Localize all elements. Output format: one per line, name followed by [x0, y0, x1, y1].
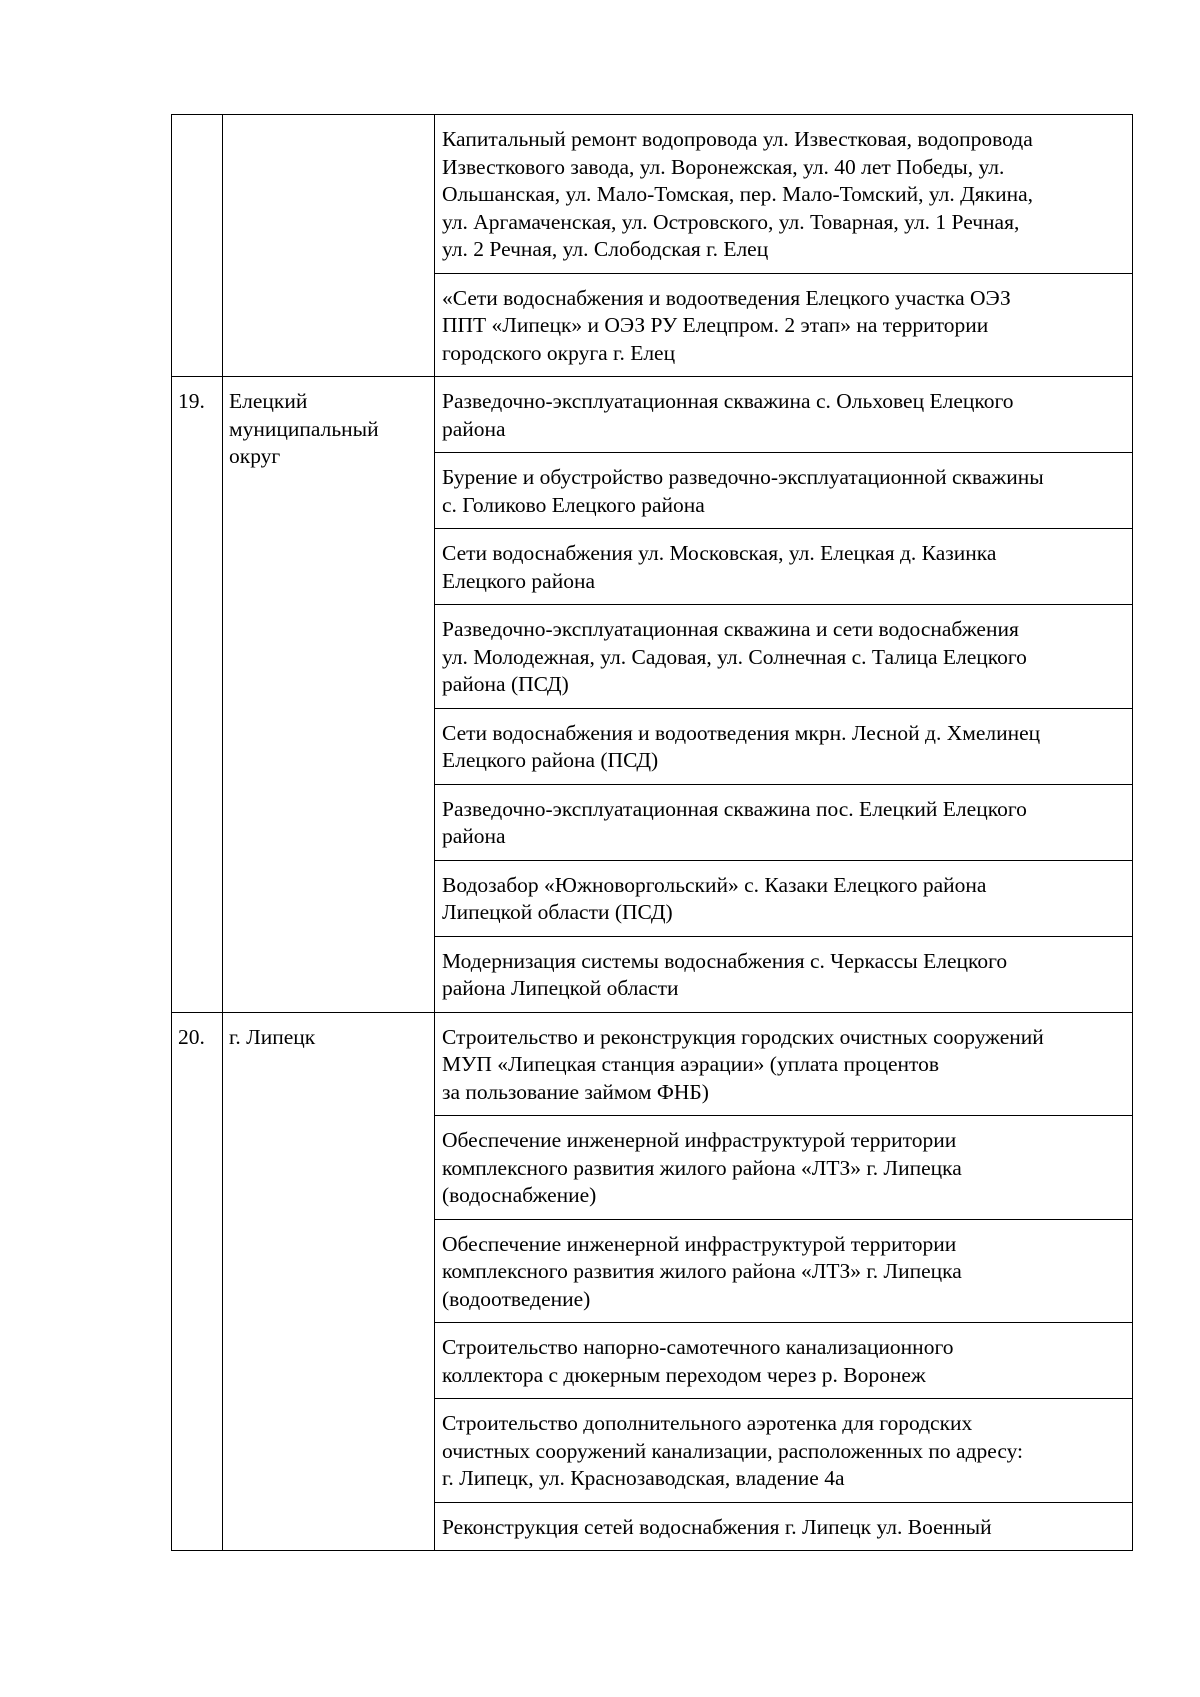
object-description: Строительство и реконструкция городских очистных сооружений МУП «Липецкая станция аэрации» (уплата процентов за пользование займом ФНБ) — [442, 1024, 1044, 1104]
municipality-name: г. Липецк — [229, 1024, 316, 1049]
object-description: Сети водоснабжения и водоотведения мкрн. Лесной д. Хмелинец Елецкого района (ПСД) — [442, 720, 1041, 772]
object-description: Разведочно-эксплуатационная скважина с. Ольховец Елецкого района — [442, 389, 1014, 441]
table-row — [172, 1012, 1133, 1116]
row-number — [172, 115, 222, 126]
municipality-cell — [223, 1012, 435, 1551]
row-number: 20. — [178, 1024, 205, 1049]
row-number-cell — [172, 115, 223, 377]
object-cell — [435, 1323, 1133, 1399]
object-cell — [435, 1399, 1133, 1503]
object-description: Бурение и обустройство разведочно-эксплуатационной скважины с. Голиково Елецкого района — [442, 465, 1044, 517]
objects-table — [171, 114, 1133, 1551]
object-cell — [435, 529, 1133, 605]
object-description: Строительство дополнительного аэротенка для городских очистных сооружений канализации, расположенных по адресу: г. Липецк, ул. Краснозаводская, владение 4а — [442, 1411, 1024, 1490]
object-description: Разведочно-эксплуатационная скважина пос. Елецкий Елецкого района — [442, 796, 1027, 848]
object-cell — [435, 273, 1133, 377]
object-cell — [435, 1012, 1133, 1116]
municipality-name — [223, 115, 434, 126]
object-description: «Сети водоснабжения и водоотведения Елецкого участка ОЭЗ ППТ «Липецк» и ОЭЗ РУ Елецпром. 2 этап» на территории городского округа г. Елец — [442, 285, 1011, 365]
object-cell — [435, 1116, 1133, 1220]
table-row — [172, 377, 1133, 453]
municipality-name: Елецкий муниципальный округ — [229, 389, 379, 468]
municipality-cell — [223, 115, 435, 377]
row-number-cell — [172, 1012, 223, 1551]
object-description: Реконструкция сетей водоснабжения г. Липецк ул. Военный — [442, 1514, 992, 1539]
object-cell — [435, 784, 1133, 860]
row-number: 19. — [178, 389, 205, 413]
municipality-cell — [223, 377, 435, 1013]
objects-table-body — [172, 115, 1133, 1551]
object-description: Строительство напорно-самотечного канализационного коллектора с дюкерным переходом через р. Воронеж — [442, 1335, 954, 1387]
object-cell — [435, 115, 1133, 274]
object-description: Обеспечение инженерной инфраструктурой территории комплексного развития жилого района «ЛТЗ» г. Липецка (водоотведение) — [442, 1231, 962, 1311]
object-description: Капитальный ремонт водопровода ул. Известковая, водопровода Известкового завода, ул. Воронежская, ул. 40 лет Победы, ул. Ольшанская, ул. Мало-Томская, пер. Мало-Томский, ул. Дякина, ул. Аргамаченская, ул. Островского, ул. Товарная, ул. 1 Речная, ул. 2 Речная, ул. Слободская г. Елец — [442, 127, 1034, 261]
object-cell — [435, 453, 1133, 529]
object-description: Водозабор «Южноворгольский» с. Казаки Елецкого района Липецкой области (ПСД) — [442, 872, 987, 924]
row-number-cell — [172, 377, 223, 1013]
object-description: Модернизация системы водоснабжения с. Черкассы Елецкого района Липецкой области — [442, 948, 1008, 1000]
object-cell — [435, 936, 1133, 1012]
object-cell — [435, 860, 1133, 936]
object-cell — [435, 377, 1133, 453]
table-row — [172, 115, 1133, 274]
object-cell — [435, 708, 1133, 784]
object-cell — [435, 1219, 1133, 1323]
object-description: Разведочно-эксплуатационная скважина и сети водоснабжения ул. Молодежная, ул. Садовая, ул. Солнечная с. Талица Елецкого района (ПСД) — [442, 617, 1027, 696]
object-description: Сети водоснабжения ул. Московская, ул. Елецкая д. Казинка Елецкого района — [442, 541, 997, 593]
object-cell — [435, 1502, 1133, 1551]
object-description: Обеспечение инженерной инфраструктурой территории комплексного развития жилого района «ЛТЗ» г. Липецка (водоснабжение) — [442, 1128, 962, 1207]
object-cell — [435, 605, 1133, 709]
